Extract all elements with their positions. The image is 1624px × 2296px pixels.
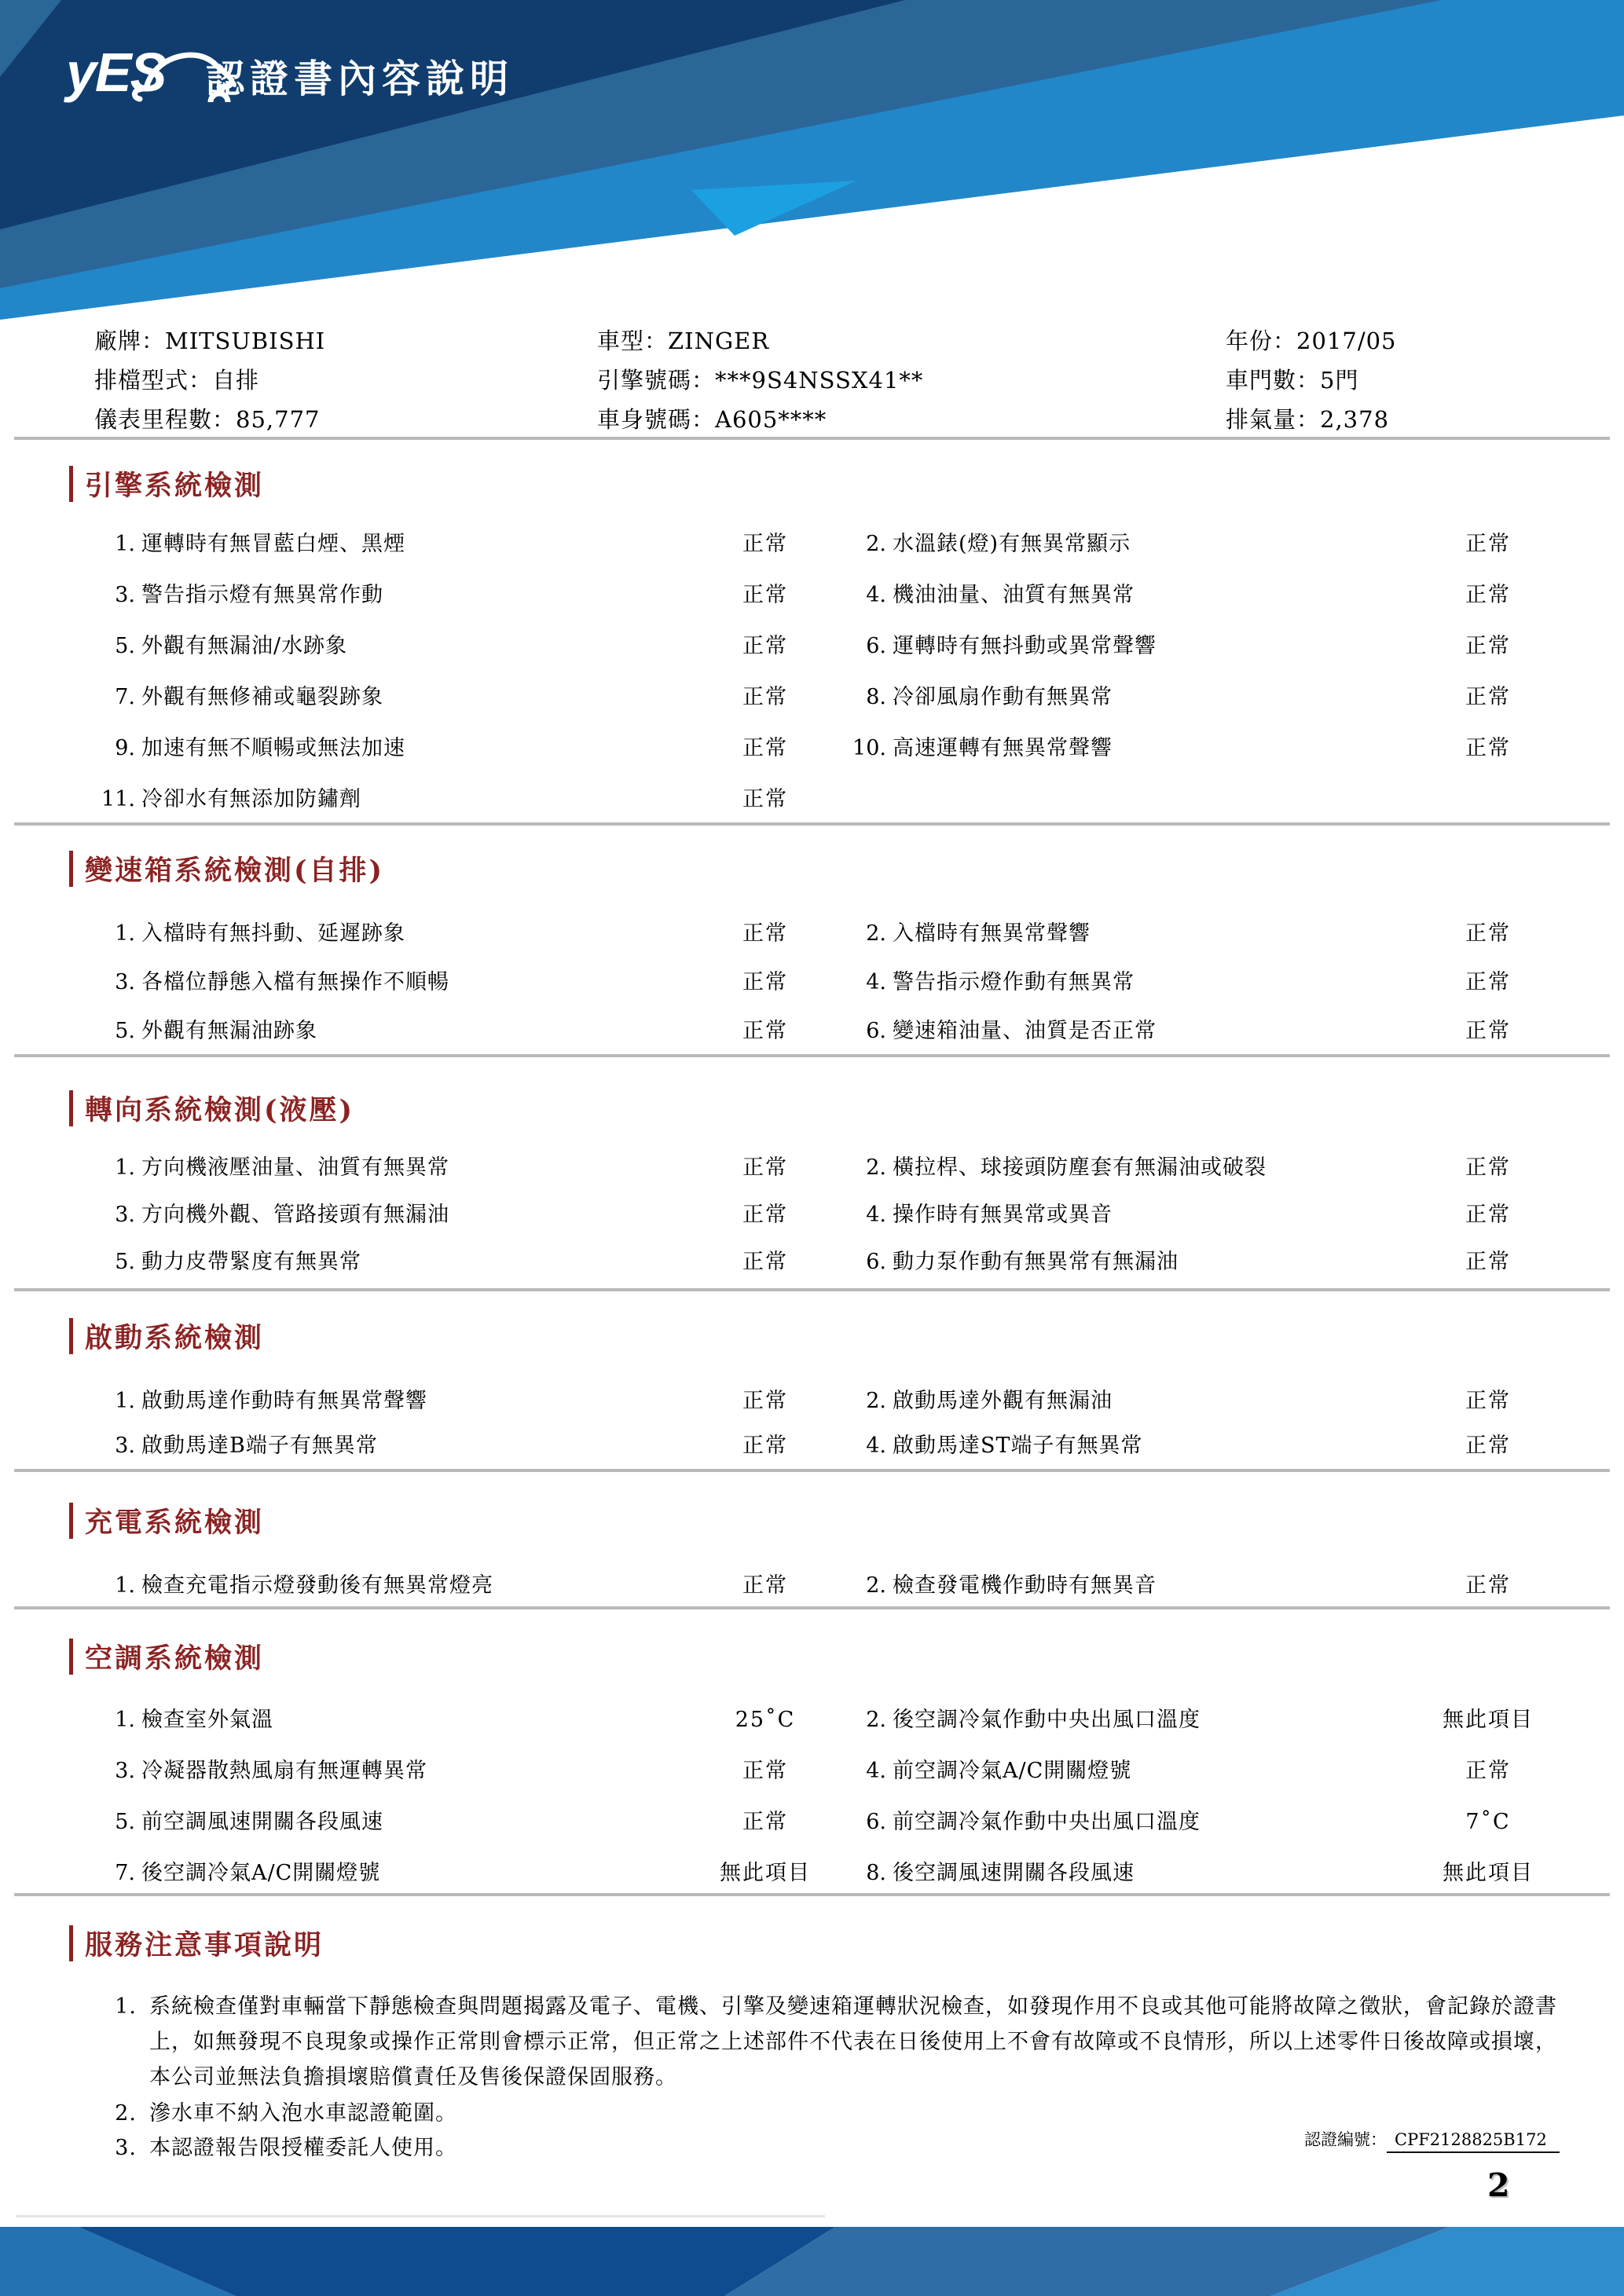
checklist-item bbox=[94, 1249, 834, 1276]
checklist-item bbox=[845, 735, 1557, 762]
checklist-item bbox=[94, 1809, 834, 1836]
item-number: 9. bbox=[115, 736, 135, 760]
item-label: 運轉時有無冒藍白煙、黑煙 bbox=[141, 532, 405, 556]
section-title-bar bbox=[69, 1639, 73, 1675]
item-label: 水溫錶(燈)有無異常顯示 bbox=[893, 532, 1131, 556]
item-number: 1. bbox=[115, 1155, 135, 1180]
item-number: 2. bbox=[866, 1708, 886, 1732]
item-number: 3. bbox=[115, 1759, 135, 1783]
item-result: 正常 bbox=[1465, 1203, 1511, 1227]
info-value: 85,777 bbox=[236, 406, 321, 433]
info-value: 2017/05 bbox=[1296, 328, 1397, 354]
item-label: 方向機外觀、管路接頭有無漏油 bbox=[141, 1203, 449, 1227]
info-label: 排檔型式： bbox=[94, 367, 213, 394]
item-label: 入檔時有無異常聲響 bbox=[893, 921, 1091, 946]
info-cell bbox=[94, 363, 259, 395]
section-title-text: 引擎系統檢測 bbox=[85, 470, 265, 502]
info-cell bbox=[1226, 402, 1389, 434]
item-result: 正常 bbox=[742, 1389, 788, 1413]
item-result: 正常 bbox=[742, 1203, 788, 1227]
item-label: 前空調冷氣作動中央出風口溫度 bbox=[893, 1810, 1201, 1834]
checklist-item bbox=[94, 633, 834, 660]
item-result: 正常 bbox=[742, 1019, 788, 1043]
item-number: 6. bbox=[866, 1019, 886, 1043]
checklist-item bbox=[845, 633, 1557, 660]
info-label: 車門數： bbox=[1226, 367, 1321, 394]
item-result: 正常 bbox=[742, 1573, 788, 1598]
section-divider bbox=[14, 822, 1610, 826]
item-label: 加速有無不順暢或無法加速 bbox=[141, 736, 405, 760]
item-number: 3. bbox=[115, 1203, 135, 1227]
item-result: 正常 bbox=[742, 787, 788, 811]
item-result: 正常 bbox=[1465, 1573, 1511, 1598]
item-result: 正常 bbox=[742, 1759, 788, 1783]
checklist-item bbox=[94, 735, 834, 762]
item-label: 外觀有無修補或龜裂跡象 bbox=[141, 685, 383, 709]
item-number: 1. bbox=[115, 532, 135, 556]
note-text: 本認證報告限授權委託人使用。 bbox=[149, 2136, 457, 2160]
item-label: 動力皮帶緊度有無異常 bbox=[141, 1250, 361, 1274]
item-number: 7. bbox=[115, 685, 135, 709]
cert-number-value: CPF2128825B172 bbox=[1387, 2129, 1560, 2153]
checklist-item bbox=[845, 1155, 1557, 1181]
item-label: 運轉時有無抖動或異常聲響 bbox=[893, 634, 1157, 658]
item-result: 正常 bbox=[742, 736, 788, 760]
item-number: 4. bbox=[866, 1759, 886, 1783]
checklist-item bbox=[94, 531, 834, 558]
item-label: 啟動馬達作動時有無異常聲響 bbox=[141, 1389, 427, 1413]
section-divider bbox=[14, 437, 1610, 440]
item-number: 8. bbox=[866, 685, 886, 709]
item-result: 正常 bbox=[1465, 583, 1511, 607]
item-number: 1. bbox=[115, 1573, 135, 1598]
checklist-item bbox=[94, 1860, 834, 1887]
item-label: 檢查發電機作動時有無異音 bbox=[893, 1573, 1157, 1598]
page-number: 2 bbox=[1487, 2166, 1510, 2204]
info-label: 車身號碼： bbox=[597, 406, 716, 433]
info-cell bbox=[597, 402, 827, 434]
info-cell bbox=[94, 324, 325, 356]
item-number: 5. bbox=[115, 634, 135, 658]
note-number: 3. bbox=[115, 2136, 137, 2160]
item-result: 正常 bbox=[1465, 1250, 1511, 1274]
checklist-item bbox=[94, 684, 834, 711]
info-value: ZINGER bbox=[668, 328, 770, 354]
note-text: 系統檢查僅對車輛當下靜態檢查與問題揭露及電子、電機、引擎及變速箱運轉狀況檢查，如發現作用不良或其他可能將故障之徵狀，會記錄於證書上，如無發現不良現象或操作正常則會標示正常，但正常之上述部件不代表在日後使用上不會有故障或不良情形，所以上述零件日後故障或損壞，本公司並無法負擔損壞賠償責任及售後保證保固服務。 bbox=[149, 1994, 1557, 2089]
info-value: A605**** bbox=[715, 406, 827, 433]
item-label: 動力泵作動有無異常有無漏油 bbox=[893, 1250, 1179, 1274]
checklist-item bbox=[845, 969, 1557, 996]
item-result: 正常 bbox=[742, 1155, 788, 1180]
item-number: 2. bbox=[866, 1389, 886, 1413]
item-result: 正常 bbox=[1465, 970, 1511, 994]
section-divider bbox=[14, 1469, 1610, 1472]
checklist-item bbox=[94, 582, 834, 609]
item-number: 3. bbox=[115, 1434, 135, 1458]
item-label: 冷卻水有無添加防鏽劑 bbox=[141, 787, 361, 811]
info-cell bbox=[94, 402, 321, 434]
checklist-item bbox=[845, 1388, 1557, 1415]
item-number: 3. bbox=[115, 970, 135, 994]
checklist-item bbox=[94, 1388, 834, 1415]
section-title-text: 變速箱系統檢測(自排) bbox=[85, 855, 385, 887]
section-divider bbox=[14, 1606, 1610, 1609]
item-label: 後空調風速開關各段風速 bbox=[893, 1861, 1135, 1885]
item-label: 橫拉桿、球接頭防塵套有無漏油或破裂 bbox=[893, 1155, 1267, 1180]
item-number: 2. bbox=[866, 1155, 886, 1180]
item-result: 正常 bbox=[1465, 1155, 1511, 1180]
section-title-bar bbox=[69, 1318, 73, 1354]
checklist-item bbox=[845, 1249, 1557, 1276]
info-label: 儀表里程數： bbox=[94, 406, 236, 433]
checklist-item bbox=[845, 1573, 1557, 1599]
checklist-item bbox=[94, 969, 834, 996]
item-result: 正常 bbox=[1465, 1389, 1511, 1413]
item-label: 操作時有無異常或異音 bbox=[893, 1203, 1113, 1227]
item-result: 正常 bbox=[1465, 685, 1511, 709]
info-label: 車型： bbox=[597, 328, 669, 354]
checklist-item bbox=[94, 921, 834, 947]
checklist-item bbox=[845, 921, 1557, 947]
item-result: 正常 bbox=[1465, 1759, 1511, 1783]
item-result: 無此項目 bbox=[1443, 1708, 1534, 1732]
checklist-item bbox=[94, 1758, 834, 1785]
item-result: 正常 bbox=[742, 583, 788, 607]
page-title: 認證書內容說明 bbox=[206, 56, 515, 101]
item-result: 7˚C bbox=[1465, 1810, 1511, 1834]
section-divider bbox=[14, 1054, 1610, 1057]
checklist-item bbox=[845, 1758, 1557, 1785]
item-result: 正常 bbox=[742, 685, 788, 709]
pre-footer-line bbox=[16, 2215, 825, 2217]
checklist-item bbox=[94, 786, 834, 813]
item-number: 2. bbox=[866, 921, 886, 946]
notes-section-title bbox=[69, 1924, 324, 1962]
info-value: ***9S4NSSX41** bbox=[715, 367, 924, 394]
item-result: 正常 bbox=[1465, 532, 1511, 556]
info-label: 廠牌： bbox=[94, 328, 166, 354]
item-label: 機油油量、油質有無異常 bbox=[893, 583, 1135, 607]
footer-banner bbox=[0, 2227, 1624, 2296]
item-label: 啟動馬達B端子有無異常 bbox=[141, 1434, 378, 1458]
section-title-bar bbox=[69, 466, 73, 502]
item-label: 入檔時有無抖動、延遲跡象 bbox=[141, 921, 405, 946]
checklist-item bbox=[94, 1202, 834, 1229]
item-label: 後空調冷氣A/C開關燈號 bbox=[141, 1861, 381, 1885]
cert-number-label: 認證編號： bbox=[1304, 2130, 1387, 2149]
item-result: 正常 bbox=[742, 970, 788, 994]
section-title bbox=[69, 850, 384, 888]
checklist-item bbox=[845, 582, 1557, 609]
item-number: 4. bbox=[866, 1203, 886, 1227]
item-result: 正常 bbox=[742, 1250, 788, 1274]
note-text: 滲水車不納入泡水車認證範圍。 bbox=[149, 2101, 457, 2126]
note-number: 2. bbox=[115, 2101, 137, 2126]
checklist-item bbox=[94, 1573, 834, 1599]
item-label: 前空調風速開關各段風速 bbox=[141, 1810, 383, 1834]
item-label: 冷凝器散熱風扇有無運轉異常 bbox=[141, 1759, 427, 1783]
item-label: 啟動馬達ST端子有無異常 bbox=[893, 1434, 1143, 1458]
checklist-item bbox=[94, 1018, 834, 1045]
checklist-item bbox=[845, 1433, 1557, 1459]
item-number: 4. bbox=[866, 583, 886, 607]
section-title bbox=[69, 1502, 264, 1540]
item-result: 正常 bbox=[742, 634, 788, 658]
info-value: MITSUBISHI bbox=[165, 328, 326, 354]
item-result: 正常 bbox=[742, 532, 788, 556]
item-number: 5. bbox=[115, 1019, 135, 1043]
item-number: 2. bbox=[866, 1573, 886, 1598]
info-cell bbox=[597, 363, 923, 395]
checklist-item bbox=[94, 1707, 834, 1734]
info-value: 2,378 bbox=[1320, 406, 1390, 433]
item-result: 正常 bbox=[1465, 1019, 1511, 1043]
section-title-text: 啟動系統檢測 bbox=[85, 1322, 265, 1354]
section-title-text: 充電系統檢測 bbox=[85, 1507, 265, 1539]
yes-logo: yES bbox=[66, 42, 166, 103]
item-number: 8. bbox=[866, 1861, 886, 1885]
item-number: 11. bbox=[101, 787, 135, 811]
checklist-item bbox=[845, 1707, 1557, 1734]
item-number: 1. bbox=[115, 1708, 135, 1732]
item-label: 前空調冷氣A/C開關燈號 bbox=[893, 1759, 1132, 1783]
item-label: 冷卻風扇作動有無異常 bbox=[893, 685, 1113, 709]
info-value: 自排 bbox=[212, 367, 260, 394]
cert-number-line bbox=[1304, 2127, 1560, 2151]
info-cell bbox=[597, 324, 769, 356]
section-title-bar bbox=[69, 1090, 73, 1126]
section-title bbox=[69, 1317, 264, 1355]
section-title bbox=[69, 1638, 264, 1675]
checklist-item bbox=[94, 1433, 834, 1459]
checklist-item bbox=[94, 1155, 834, 1181]
item-result: 正常 bbox=[742, 1810, 788, 1834]
item-result: 正常 bbox=[742, 921, 788, 946]
item-result: 正常 bbox=[742, 1434, 788, 1458]
item-label: 警告指示燈有無異常作動 bbox=[141, 583, 383, 607]
note-item bbox=[86, 2096, 1564, 2131]
item-number: 3. bbox=[115, 583, 135, 607]
note-item bbox=[86, 1989, 1564, 2095]
item-result: 正常 bbox=[1465, 1434, 1511, 1458]
item-number: 1. bbox=[115, 1389, 135, 1413]
item-result: 正常 bbox=[1465, 921, 1511, 946]
item-number: 6. bbox=[866, 1810, 886, 1834]
checklist-item bbox=[845, 531, 1557, 558]
section-title-bar bbox=[69, 851, 73, 887]
section-title-bar bbox=[69, 1503, 73, 1539]
section-title bbox=[69, 1089, 354, 1127]
info-label: 引擎號碼： bbox=[597, 367, 716, 394]
checklist-item bbox=[845, 1860, 1557, 1887]
section-title bbox=[69, 465, 264, 503]
item-number: 2. bbox=[866, 532, 886, 556]
item-number: 1. bbox=[115, 921, 135, 946]
item-number: 4. bbox=[866, 1434, 886, 1458]
item-label: 檢查室外氣溫 bbox=[141, 1708, 273, 1732]
item-label: 啟動馬達外觀有無漏油 bbox=[893, 1389, 1113, 1413]
checklist-item bbox=[845, 1018, 1557, 1045]
item-result: 無此項目 bbox=[1443, 1861, 1534, 1885]
item-label: 各檔位靜態入檔有無操作不順暢 bbox=[141, 970, 449, 994]
info-cell bbox=[1226, 363, 1358, 395]
section-title-text: 空調系統檢測 bbox=[85, 1642, 265, 1675]
item-label: 後空調冷氣作動中央出風口溫度 bbox=[893, 1708, 1201, 1732]
item-number: 10. bbox=[852, 736, 886, 760]
item-result: 25˚C bbox=[735, 1708, 796, 1732]
section-title-bar bbox=[69, 1925, 73, 1961]
info-label: 排氣量： bbox=[1226, 406, 1321, 433]
item-result: 正常 bbox=[1465, 634, 1511, 658]
item-label: 變速箱油量、油質是否正常 bbox=[893, 1019, 1157, 1043]
item-number: 4. bbox=[866, 970, 886, 994]
item-number: 6. bbox=[866, 1250, 886, 1274]
item-label: 警告指示燈作動有無異常 bbox=[893, 970, 1135, 994]
item-result: 正常 bbox=[1465, 736, 1511, 760]
item-number: 6. bbox=[866, 634, 886, 658]
item-number: 5. bbox=[115, 1810, 135, 1834]
item-label: 檢查充電指示燈發動後有無異常燈亮 bbox=[141, 1573, 493, 1598]
info-cell bbox=[1226, 324, 1397, 356]
section-title-text: 轉向系統檢測(液壓) bbox=[85, 1094, 355, 1126]
checklist-item bbox=[845, 1809, 1557, 1836]
section-divider bbox=[14, 1893, 1610, 1896]
info-value: 5門 bbox=[1320, 367, 1359, 394]
item-label: 方向機液壓油量、油質有無異常 bbox=[141, 1155, 449, 1180]
checklist-item bbox=[845, 684, 1557, 711]
notes-title-text: 服務注意事項說明 bbox=[85, 1929, 324, 1961]
item-label: 高速運轉有無異常聲響 bbox=[893, 736, 1113, 760]
note-number: 1. bbox=[115, 1994, 137, 2019]
section-divider bbox=[14, 1288, 1610, 1291]
item-number: 5. bbox=[115, 1250, 135, 1274]
item-label: 外觀有無漏油/水跡象 bbox=[141, 634, 348, 658]
item-result: 無此項目 bbox=[720, 1861, 811, 1885]
item-number: 7. bbox=[115, 1861, 135, 1885]
checklist-item bbox=[845, 1202, 1557, 1229]
info-label: 年份： bbox=[1226, 328, 1297, 354]
item-label: 外觀有無漏油跡象 bbox=[141, 1019, 317, 1043]
